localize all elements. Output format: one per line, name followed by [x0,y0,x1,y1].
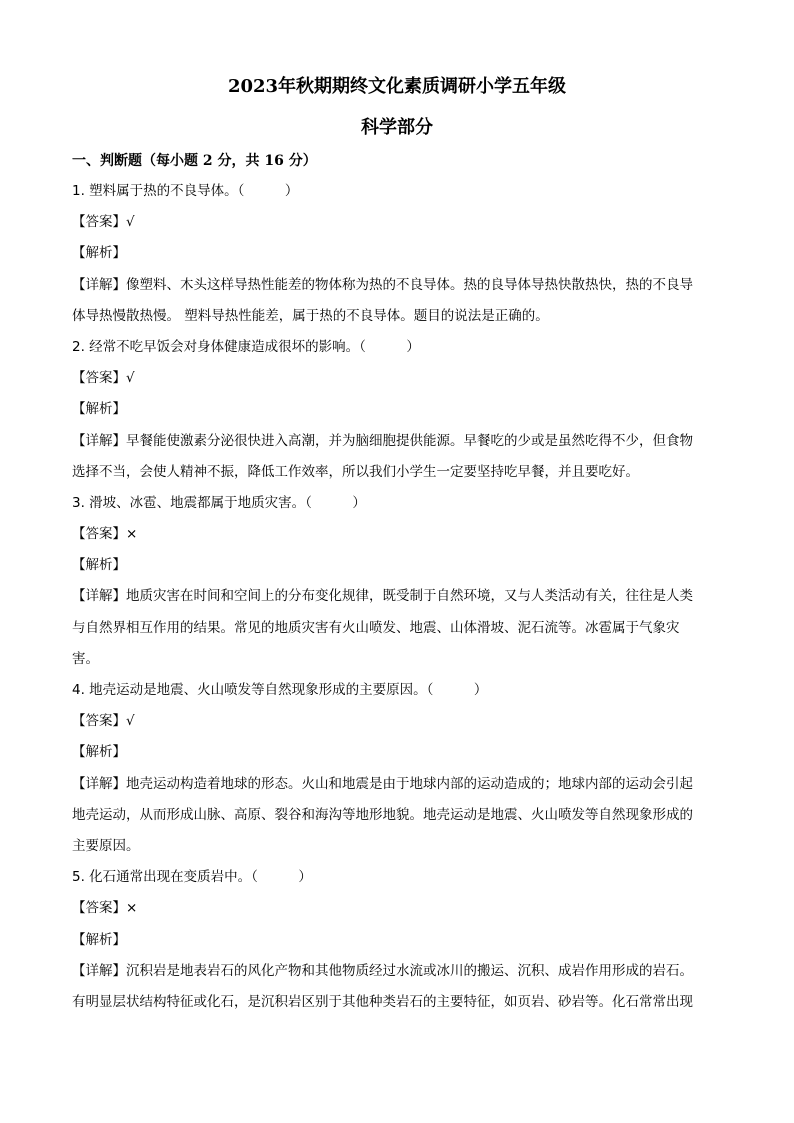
answer-value: √ [126,370,135,387]
detail-line [72,270,722,301]
analysis-tag: 【解析】 [72,401,126,418]
detail-text: 地壳运动构造着地球的形态。火山和地震是由于地球内部的运动造成的；地球内部的运动会引起 [126,775,693,792]
detail-line: 有明显层状结构特征或化石，是沉积岩区别于其他种类岩石的主要特征，如页岩、砂岩等。化石常常出现 [72,993,693,1010]
answer-tag: 【答案】 [72,713,126,730]
detail-text: 像塑料、木头这样导热性能差的物体称为热的不良导体。热的良导体导热快散热快，热的不良导 [126,276,693,293]
answer-tag: 【答案】 [72,900,126,917]
detail-text: 沉积岩是地表岩石的风化产物和其他物质经过水流或冰川的搬运、沉积、成岩作用形成的岩石。 [126,962,693,979]
detail-tag: 【详解】 [72,588,126,605]
detail-text: 地质灾害在时间和空间上的分布变化规律，既受制于自然环境，又与人类活动有关，往往是人类 [126,588,693,605]
document-subtitle: 科学部分 [361,117,433,138]
detail-tag: 【详解】 [72,276,126,293]
detail-line: 害。 [72,650,99,667]
answer-line-1 [72,207,722,238]
detail-line: 选择不当，会使人精神不振，降低工作效率，所以我们小学生一定要坚持吃早餐，并且要吃好。 [72,463,639,480]
answer-line-5 [72,893,722,924]
question-list [72,176,722,1018]
answer-value: × [126,526,138,543]
detail-tag: 【详解】 [72,432,126,449]
document-title: 2023年秋期期终文化素质调研小学五年级 [227,76,567,97]
analysis-tag: 【解析】 [72,557,126,574]
answer-value: × [126,900,138,917]
detail-text: 早餐能使激素分泌很快进入高潮，并为脑细胞提供能源。早餐吃的少或是虽然吃得不少，但食物 [126,432,693,449]
detail-line: 主要原因。 [72,837,140,854]
question-2: 2. 经常不吃早饭会对身体健康造成很坏的影响。（ ） [72,338,420,355]
answer-tag: 【答案】 [72,526,126,543]
detail-line: 地壳运动，从而形成山脉、高原、裂谷和海沟等地形地貌。地壳运动是地震、火山喷发等自然现象形成的 [72,806,693,823]
question-4: 4. 地壳运动是地震、火山喷发等自然现象形成的主要原因。（ ） [72,682,488,698]
question-5: 5. 化石通常出现在变质岩中。（ ） [72,869,312,886]
detail-tag: 【详解】 [72,775,126,792]
analysis-tag: 【解析】 [72,744,126,761]
detail-line [72,956,722,987]
detail-line [72,581,722,612]
question-1: 1. 塑料属于热的不良导体。（ ） [72,183,299,199]
answer-line-4 [72,706,722,737]
answer-value: √ [126,713,135,730]
detail-line: 与自然界相互作用的结果。常见的地质灾害有火山喷发、地震、山体滑坡、泥石流等。冰雹属于气象灾 [72,619,680,636]
answer-tag: 【答案】 [72,214,126,231]
detail-tag: 【详解】 [72,962,126,979]
answer-line-2 [72,363,722,394]
answer-line-3 [72,519,722,550]
detail-line: 体导热慢散热慢。 塑料导热性能差，属于热的不良导体。题目的说法是正确的。 [72,307,549,324]
analysis-tag: 【解析】 [72,245,126,262]
detail-line [72,426,722,457]
detail-line [72,769,722,800]
analysis-tag: 【解析】 [72,931,126,948]
section-heading: 一、判断题（每小题 2 分，共 16 分） [72,153,317,169]
answer-tag: 【答案】 [72,370,126,387]
answer-value: √ [126,214,135,231]
question-3: 3. 滑坡、冰雹、地震都属于地质灾害。（ ） [72,494,366,511]
